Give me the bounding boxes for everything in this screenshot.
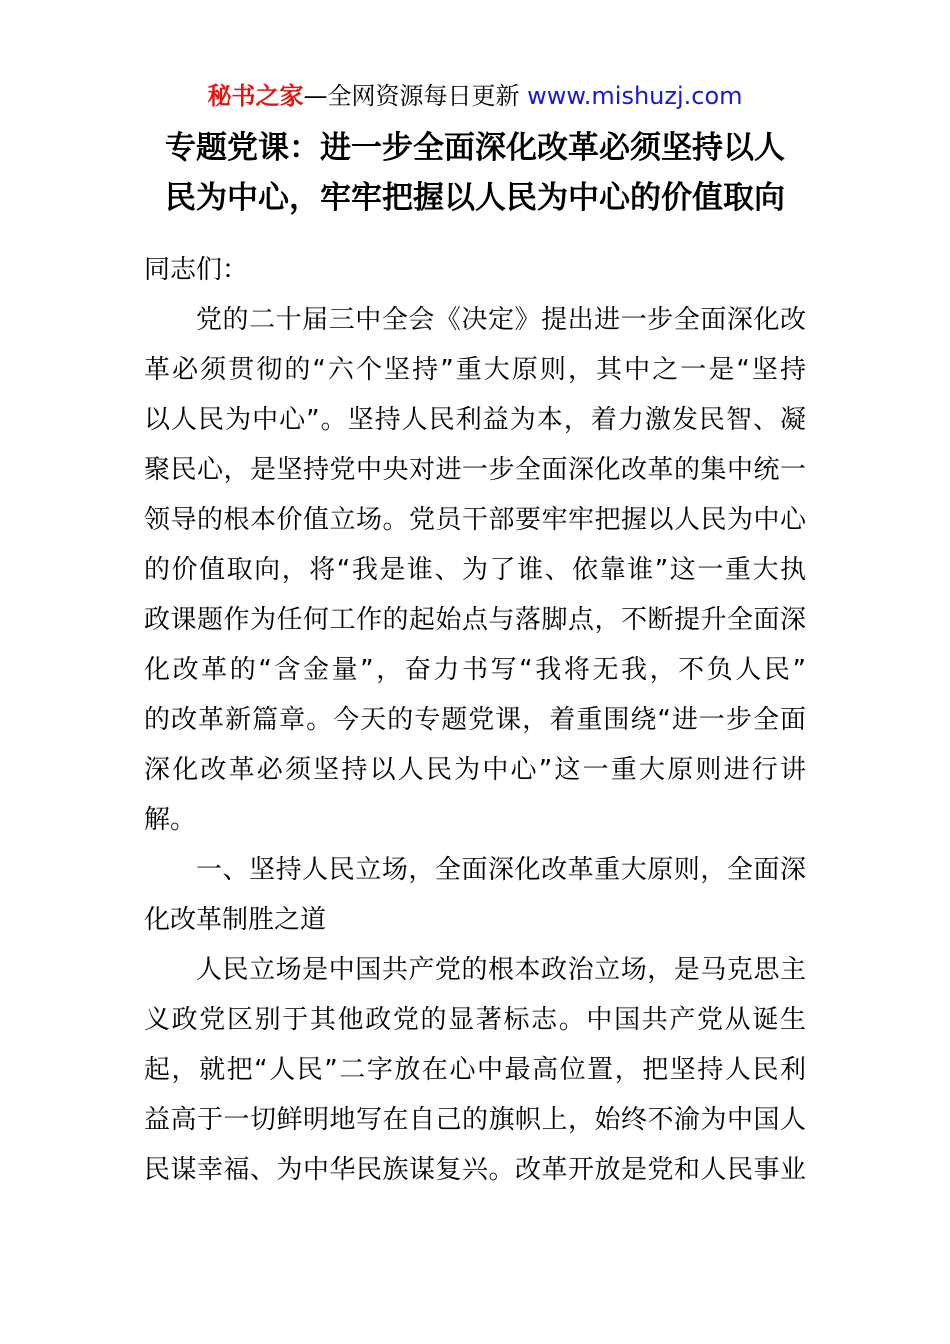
paragraph-line: 化改革的“含金量”，奋力书写“我将无我，不负人民” [144,655,806,685]
site-header [0,80,950,112]
paragraph-line: 义政党区别于其他政党的显著标志。中国共产党从诞生 [144,1005,806,1035]
paragraph-line: 深化改革必须坚持以人民为中心”这一重大原则进行讲 [144,755,806,785]
heading-line: 一、坚持人民立场，全面深化改革重大原则，全面深 [196,855,806,885]
paragraph-intro [144,295,806,845]
paragraph-line: 聚民心，是坚持党中央对进一步全面深化改革的集中统一 [144,455,806,485]
paragraph-line: 党的二十届三中全会《决定》提出进一步全面深化改 [196,305,806,335]
paragraph-line: 解。 [144,805,197,835]
paragraph-line: 的价值取向，将“我是谁、为了谁、依靠谁”这一重大执 [144,555,806,585]
paragraph-line: 的改革新篇章。今天的专题党课，着重围绕“进一步全面 [144,705,806,735]
salutation: 同志们： [144,255,249,285]
site-url-link[interactable]: www.mishuzj.com [527,82,743,110]
document-body [144,245,806,1195]
section-heading-1 [144,845,806,945]
document-title [0,123,950,223]
brand-name: 秘书之家 [207,82,304,110]
paragraph-line: 以人民为中心”。坚持人民利益为本，着力激发民智、凝 [144,405,806,435]
header-tagline: —全网资源每日更新 [303,82,528,110]
paragraph-line: 起，就把“人民”二字放在心中最高位置，把坚持人民利 [144,1055,806,1085]
paragraph-line: 民谋幸福、为中华民族谋复兴。改革开放是党和人民事业 [144,1155,806,1185]
title-line-2: 民为中心，牢牢把握以人民为中心的价值取向 [165,180,785,216]
title-line-1: 专题党课：进一步全面深化改革必须坚持以人 [165,130,785,166]
paragraph-people-stance [144,945,806,1195]
paragraph-line: 人民立场是中国共产党的根本政治立场，是马克思主 [196,955,806,985]
paragraph-line: 领导的根本价值立场。党员干部要牢牢把握以人民为中心 [144,505,806,535]
paragraph-line: 革必须贯彻的“六个坚持”重大原则，其中之一是“坚持 [144,355,806,385]
paragraph-line: 政课题作为任何工作的起始点与落脚点，不断提升全面深 [144,605,806,635]
heading-line: 化改革制胜之道 [144,905,327,935]
paragraph-line: 益高于一切鲜明地写在自己的旗帜上，始终不渝为中国人 [144,1105,806,1135]
